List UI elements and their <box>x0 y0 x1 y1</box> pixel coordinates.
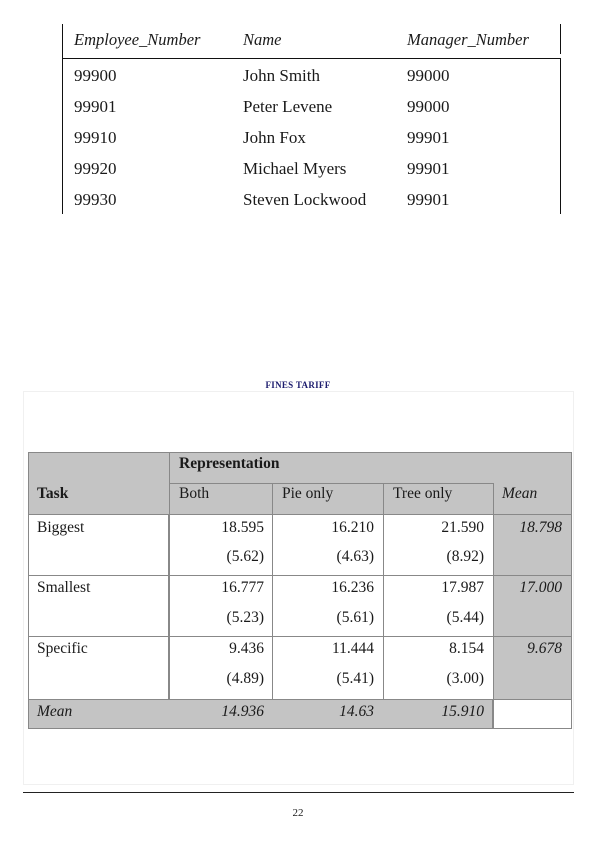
table-caption: FINES TARIFF <box>265 380 331 390</box>
value-both: 9.436 <box>229 640 264 657</box>
sd-pie: (5.61) <box>336 609 374 626</box>
task-column <box>28 515 169 699</box>
employee-name: John Smith <box>243 66 320 85</box>
row-divider-1 <box>28 575 572 576</box>
row-mean: 18.798 <box>519 519 562 536</box>
vline-3 <box>383 483 384 699</box>
header-subline <box>169 483 493 484</box>
header-rule <box>62 58 561 59</box>
header-right-border <box>560 24 561 54</box>
value-tree: 8.154 <box>449 640 484 657</box>
value-tree: 17.987 <box>441 579 484 596</box>
col-tree-only: Tree only <box>393 485 453 502</box>
header-name: Name <box>243 30 282 49</box>
sd-tree: (5.44) <box>446 609 484 626</box>
sd-pie: (4.63) <box>336 548 374 565</box>
manager-number: 99901 <box>407 159 450 178</box>
vline-2 <box>272 483 273 699</box>
employee-name: Peter Levene <box>243 97 333 116</box>
row-divider-2 <box>28 636 572 637</box>
value-both: 18.595 <box>221 519 264 536</box>
value-both: 16.777 <box>221 579 264 596</box>
mean-tree: 15.910 <box>441 703 484 720</box>
manager-number: 99901 <box>407 128 450 147</box>
employee-name: Michael Myers <box>243 159 347 178</box>
task-header: Task <box>37 485 69 502</box>
mean-pie: 14.63 <box>339 703 374 720</box>
sd-both: (5.23) <box>226 609 264 626</box>
results-table <box>28 452 572 729</box>
value-pie: 16.236 <box>331 579 374 596</box>
table-left-border <box>62 24 63 214</box>
task-label: Biggest <box>37 519 85 536</box>
value-tree: 21.590 <box>441 519 484 536</box>
task-label: Smallest <box>37 579 91 596</box>
employee-name: Steven Lockwood <box>243 190 367 209</box>
representation-header: Representation <box>179 455 280 472</box>
manager-number: 99000 <box>407 66 450 85</box>
employee-number: 99930 <box>74 190 117 209</box>
col-both: Both <box>179 485 210 502</box>
task-label: Specific <box>37 640 88 657</box>
sd-both: (4.89) <box>226 670 264 687</box>
value-pie: 16.210 <box>331 519 374 536</box>
employee-name: John Fox <box>243 128 306 147</box>
row-mean: 9.678 <box>527 640 562 657</box>
sd-tree: (3.00) <box>446 670 484 687</box>
empty-corner-cell <box>493 699 572 729</box>
mean-row-label: Mean <box>37 703 73 720</box>
value-pie: 11.444 <box>331 640 374 657</box>
page-number: 22 <box>292 807 304 819</box>
sd-pie: (5.41) <box>336 670 374 687</box>
manager-number: 99000 <box>407 97 450 116</box>
row-mean: 17.000 <box>519 579 562 596</box>
sd-tree: (8.92) <box>446 548 484 565</box>
header-employee-number: Employee_Number <box>74 30 201 49</box>
manager-number: 99901 <box>407 190 450 209</box>
sd-both: (5.62) <box>226 548 264 565</box>
employee-number: 99920 <box>74 159 117 178</box>
footer-rule <box>23 792 574 793</box>
body-right-border <box>560 59 561 214</box>
mean-column <box>493 515 572 699</box>
header-manager-number: Manager_Number <box>407 30 529 49</box>
col-pie-only: Pie only <box>282 485 334 502</box>
vline-4 <box>493 483 494 515</box>
mean-both: 14.936 <box>221 703 264 720</box>
employee-number: 99910 <box>74 128 117 147</box>
employee-table <box>62 24 561 214</box>
employee-number: 99901 <box>74 97 117 116</box>
col-mean: Mean <box>502 485 538 502</box>
employee-number: 99900 <box>74 66 117 85</box>
